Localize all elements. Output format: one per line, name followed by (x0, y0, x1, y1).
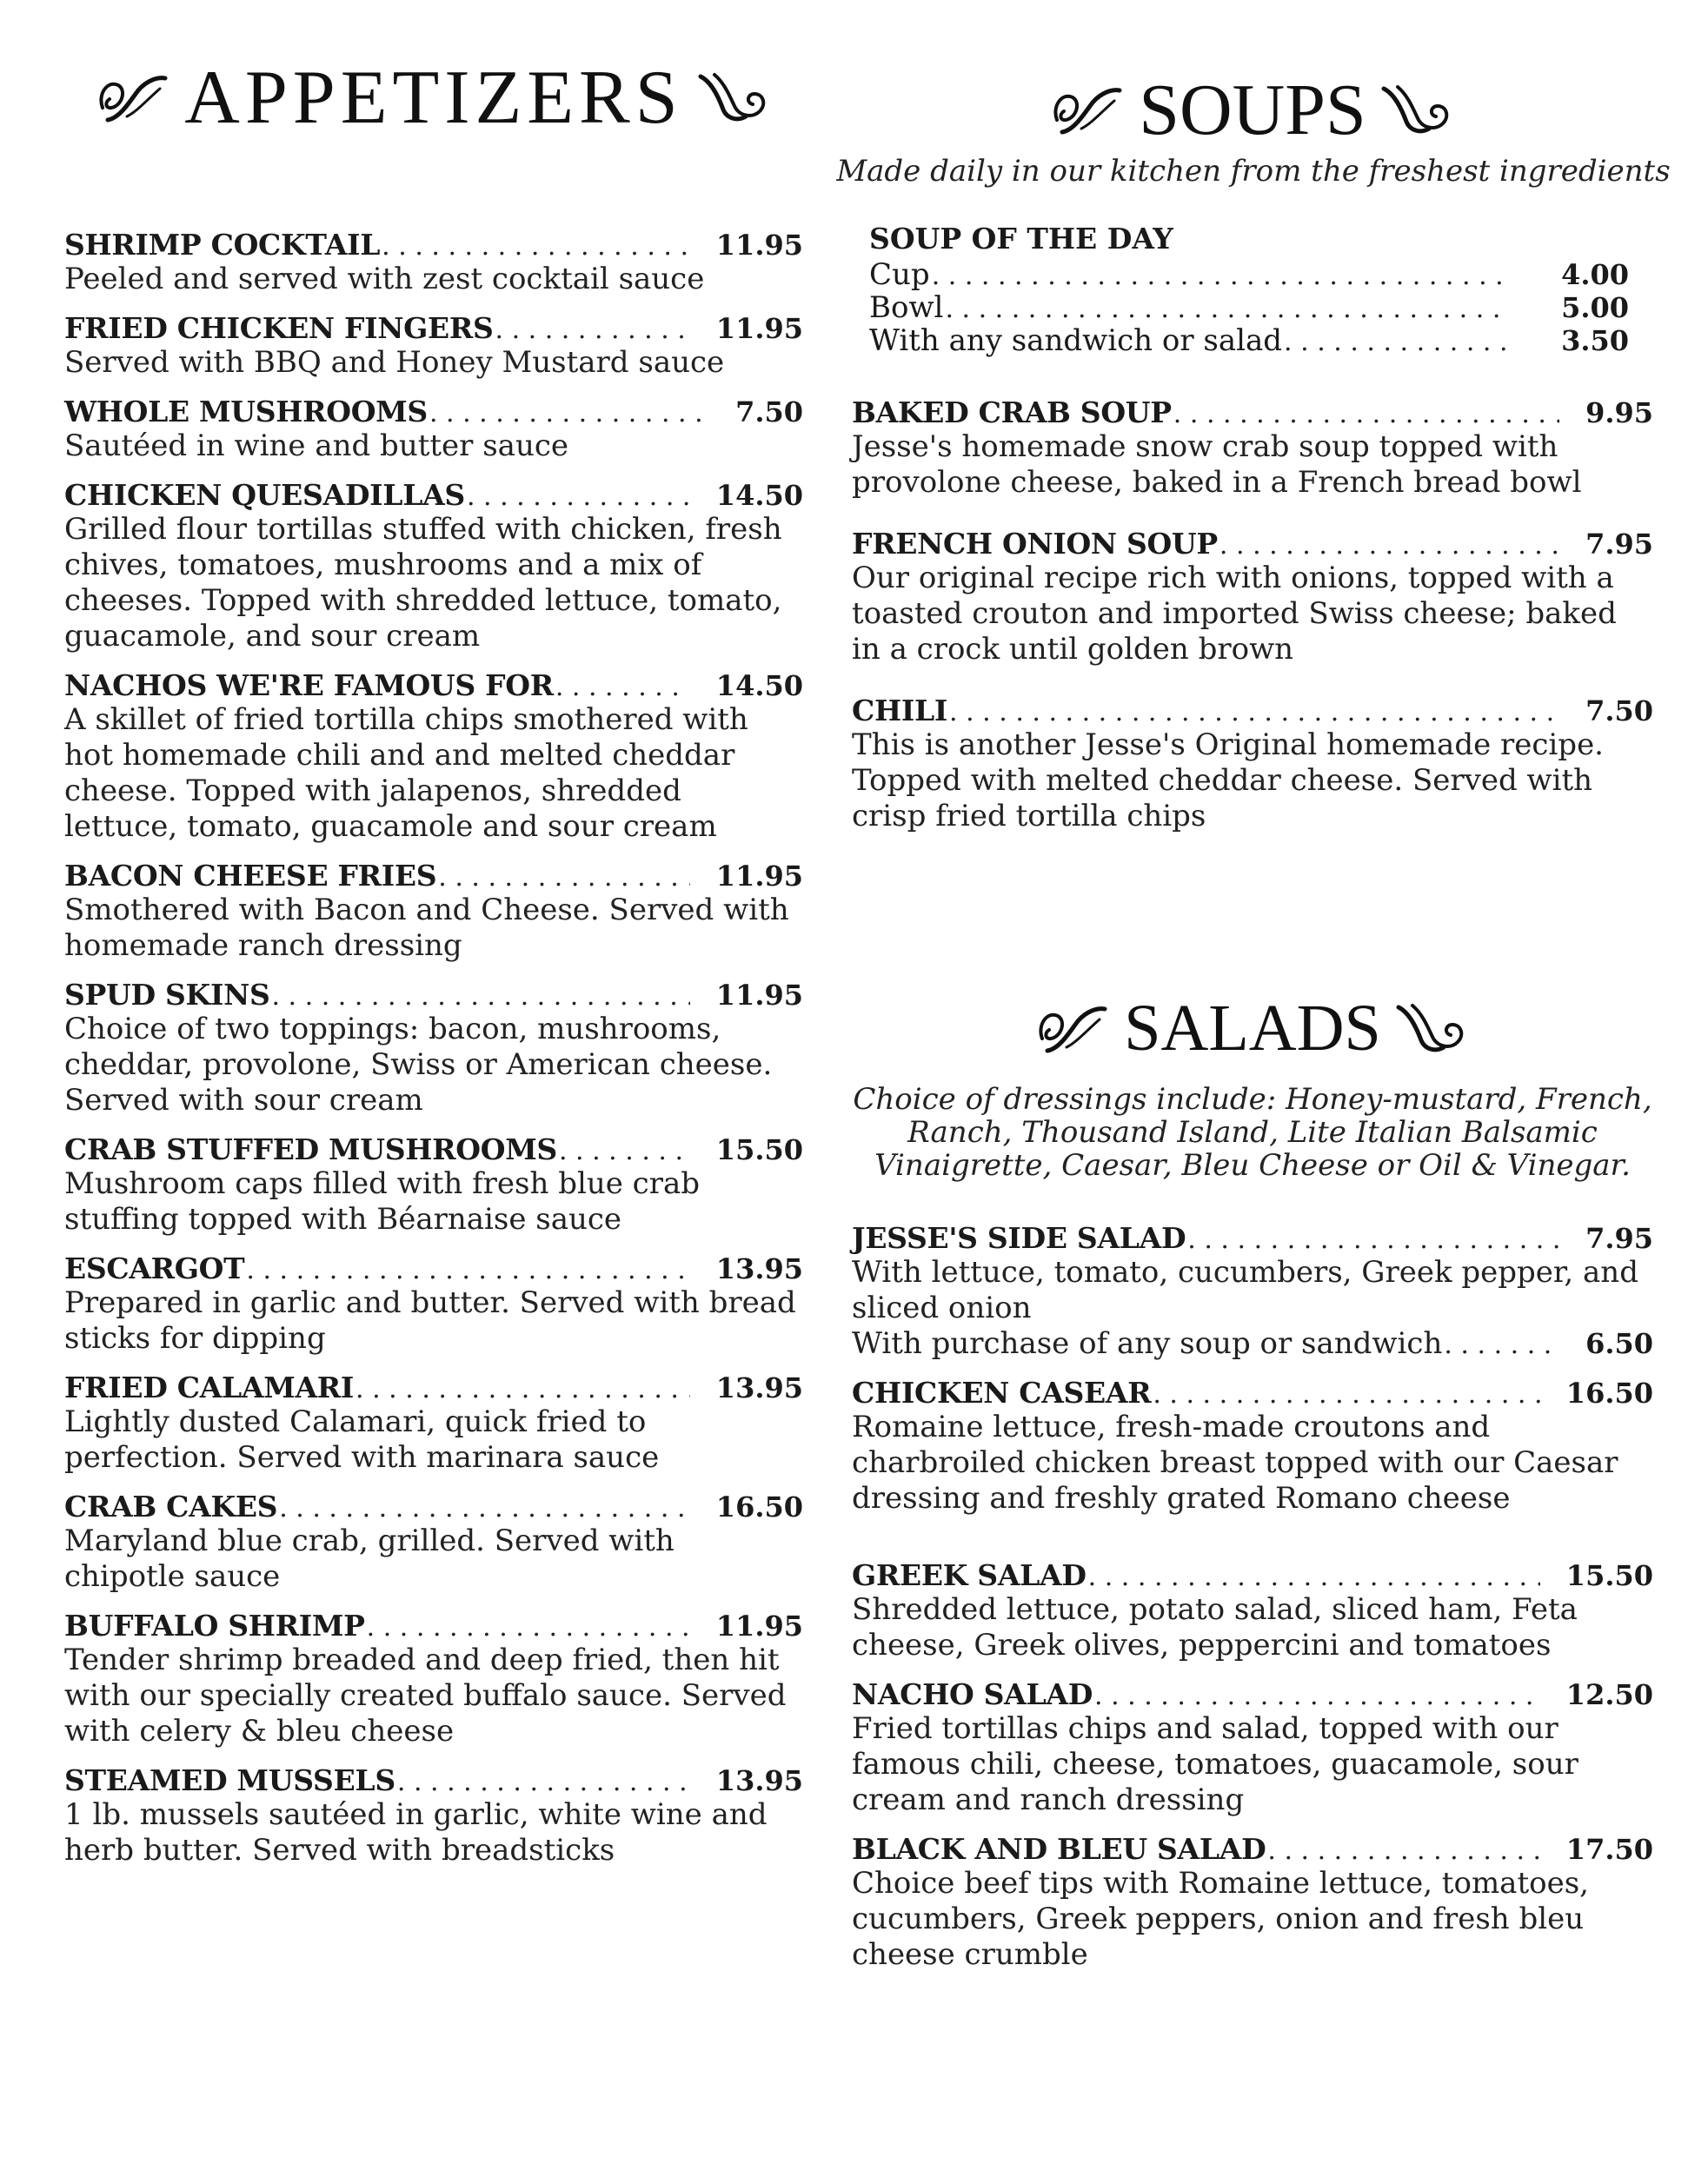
sod-option-price: 4.00 (1561, 258, 1629, 291)
item-price: 7.50 (1585, 694, 1653, 727)
item-price: 13.95 (715, 1764, 803, 1797)
menu-item (64, 1132, 803, 1238)
menu-item (64, 1371, 803, 1476)
item-name: CRAB STUFFED MUSHROOMS (64, 1132, 557, 1166)
salads-heading (852, 991, 1653, 1066)
item-price: 7.95 (1585, 1222, 1653, 1255)
item-name: CHILI (852, 694, 948, 727)
menu-item (64, 859, 803, 964)
item-description: Choice of two toppings: bacon, mushrooms, cheddar, provolone, Swiss or American cheese. Served with sour cream (64, 1012, 773, 1118)
item-description: This is another Jesse's Original homemade recipe. Topped with melted cheddar cheese. Served with crisp fried tortilla chips (852, 727, 1604, 833)
item-description: 1 lb. mussels sautéed in garlic, white wine and herb butter. Served with breadsticks (64, 1797, 768, 1868)
soups-subtitle: Made daily in our kitchen from the freshest ingredients (836, 154, 1671, 189)
item-combo-label: With purchase of any soup or sandwich (852, 1326, 1443, 1361)
item-name: CRAB CAKES (64, 1490, 278, 1523)
menu-item (852, 1376, 1653, 1517)
item-price: 16.50 (1565, 1377, 1653, 1410)
item-description: Jesse's homemade snow crab soup topped with provolone cheese, baked in a French bread bowl (852, 429, 1582, 500)
item-name: SPUD SKINS (64, 978, 270, 1012)
item-price: 7.95 (1585, 528, 1653, 561)
menu-item (852, 395, 1653, 501)
item-price: 11.95 (715, 979, 803, 1012)
sod-option-label: With any sandwich or salad (869, 323, 1283, 358)
item-description: A skillet of fried tortilla chips smothered with hot homemade chili and and melted cheddar cheese. Topped with jalapenos, shredded lettuce, tomato, guacamole and sour cream (64, 702, 748, 844)
item-name: JESSE'S SIDE SALAD (852, 1221, 1186, 1255)
item-description: Served with BBQ and Honey Mustard sauce (64, 345, 725, 380)
item-price: 12.50 (1565, 1678, 1653, 1711)
item-name: CHICKEN CASEAR (852, 1376, 1152, 1410)
item-description: Smothered with Bacon and Cheese. Served with homemade ranch dressing (64, 893, 789, 963)
left-flourish-icon (1047, 80, 1130, 141)
item-price: 11.95 (715, 860, 803, 893)
item-price: 7.50 (735, 395, 803, 428)
item-description: Choice beef tips with Romaine lettuce, tomatoes, cucumbers, Greek peppers, onion and fresh bleu cheese crumble (852, 1866, 1589, 1972)
sod-option-price: 5.00 (1561, 291, 1629, 324)
menu-item (64, 1763, 803, 1869)
left-flourish-icon (1032, 999, 1115, 1059)
item-description: Peeled and served with zest cocktail sauce (64, 262, 705, 296)
sod-option-label: Bowl (869, 290, 944, 325)
menu-item (64, 1609, 803, 1749)
item-description: Our original recipe rich with onions, topped with a toasted crouton and imported Swiss cheese; baked in a crock until golden brown (852, 561, 1617, 667)
menu-item (852, 1677, 1653, 1818)
item-name: NACHO SALAD (852, 1677, 1093, 1711)
item-name: NACHOS WE'RE FAMOUS FOR (64, 668, 554, 702)
item-description: Grilled flour tortillas stuffed with chicken, fresh chives, tomatoes, mushrooms and a mix of cheeses. Topped with shredded lettuce, tomato, guacamole, and sour cream (64, 512, 782, 654)
menu-item (64, 478, 803, 654)
left-flourish-icon (92, 68, 176, 129)
item-description: Lightly dusted Calamari, quick fried to perfection. Served with marinara sauce (64, 1404, 660, 1475)
menu-item (64, 311, 803, 381)
right-flourish-icon (1390, 999, 1473, 1059)
item-name: ESCARGOT (64, 1251, 245, 1285)
menu-item (64, 228, 803, 297)
soup-of-the-day (869, 222, 1653, 358)
menu-item (64, 1251, 803, 1357)
soups-heading (852, 68, 1653, 152)
item-name: CHICKEN QUESADILLAS (64, 478, 465, 512)
item-price: 11.95 (715, 1610, 803, 1643)
item-price: 16.50 (715, 1490, 803, 1523)
item-description: Sautéed in wine and butter sauce (64, 428, 569, 463)
item-description: Fried tortillas chips and salad, topped with our famous chili, cheese, tomatoes, guacamole, sour cream and ranch dressing (852, 1711, 1578, 1817)
item-combo-price: 6.50 (1585, 1327, 1653, 1360)
menu-item (852, 1832, 1653, 1973)
item-name: BUFFALO SHRIMP (64, 1609, 365, 1643)
item-name: STEAMED MUSSELS (64, 1763, 395, 1797)
item-description: Shredded lettuce, potato salad, sliced ham, Feta cheese, Greek olives, peppercini and tomatoes (852, 1592, 1578, 1663)
right-flourish-icon (1375, 80, 1459, 141)
menu-item (64, 1490, 803, 1595)
item-description: Maryland blue crab, grilled. Served with chipotle sauce (64, 1523, 675, 1594)
item-name: FRENCH ONION SOUP (852, 527, 1218, 561)
menu-item (852, 1558, 1653, 1663)
item-price: 9.95 (1585, 396, 1653, 429)
appetizer-list (64, 228, 803, 1882)
item-price: 11.95 (715, 312, 803, 345)
appetizers-title: APPETIZERS (184, 56, 683, 140)
sod-option-price: 3.50 (1561, 324, 1629, 357)
salads-title: SALADS (1124, 992, 1381, 1065)
item-price: 14.50 (715, 479, 803, 512)
menu-item (64, 395, 803, 464)
sod-option (869, 325, 1653, 358)
item-price: 17.50 (1565, 1833, 1653, 1866)
right-flourish-icon (692, 68, 775, 129)
item-description: Prepared in garlic and butter. Served with bread sticks for dipping (64, 1285, 796, 1356)
item-name: FRIED CALAMARI (64, 1371, 355, 1404)
menu-item (852, 527, 1653, 667)
item-price: 13.95 (715, 1371, 803, 1404)
item-description: With lettuce, tomato, cucumbers, Greek pepper, and sliced onion (852, 1255, 1638, 1325)
item-name: SHRIMP COCKTAIL (64, 228, 381, 262)
soup-list (852, 395, 1653, 860)
sod-option (869, 259, 1653, 292)
item-name: BLACK AND BLEU SALAD (852, 1832, 1266, 1866)
item-description: Romaine lettuce, fresh-made croutons and charbroiled chicken breast topped with our Caesar dressing and freshly grated Romano cheese (852, 1410, 1618, 1516)
item-description: Tender shrimp breaded and deep fried, then hit with our specially created buffalo sauce. Served with celery & bleu cheese (64, 1643, 787, 1749)
item-name: FRIED CHICKEN FINGERS (64, 311, 494, 345)
salad-list (852, 1221, 1653, 1987)
item-price: 15.50 (715, 1133, 803, 1166)
sod-option (869, 292, 1653, 325)
item-price: 13.95 (715, 1252, 803, 1285)
item-price: 14.50 (715, 669, 803, 702)
soup-of-the-day-title: SOUP OF THE DAY (869, 222, 1173, 256)
salads-subtitle: Choice of dressings include: Honey-mustard, French, Ranch, Thousand Island, Lite Italian Balsamic Vinaigrette, Caesar, Bleu Cheese or Oil & Vinegar. (853, 1082, 1652, 1183)
item-description: Mushroom caps filled with fresh blue crab stuffing topped with Béarnaise sauce (64, 1166, 700, 1237)
sod-option-label: Cup (869, 257, 930, 292)
menu-item (852, 694, 1653, 834)
item-name: WHOLE MUSHROOMS (64, 395, 428, 428)
item-name: BAKED CRAB SOUP (852, 395, 1172, 429)
menu-item (64, 668, 803, 845)
item-price: 15.50 (1565, 1559, 1653, 1592)
item-name: GREEK SALAD (852, 1558, 1087, 1592)
menu-item (64, 978, 803, 1119)
appetizers-heading (64, 54, 803, 142)
soups-title: SOUPS (1139, 70, 1366, 150)
item-name: BACON CHEESE FRIES (64, 859, 437, 893)
menu-item-side-salad (852, 1221, 1653, 1362)
item-price: 11.95 (715, 229, 803, 262)
